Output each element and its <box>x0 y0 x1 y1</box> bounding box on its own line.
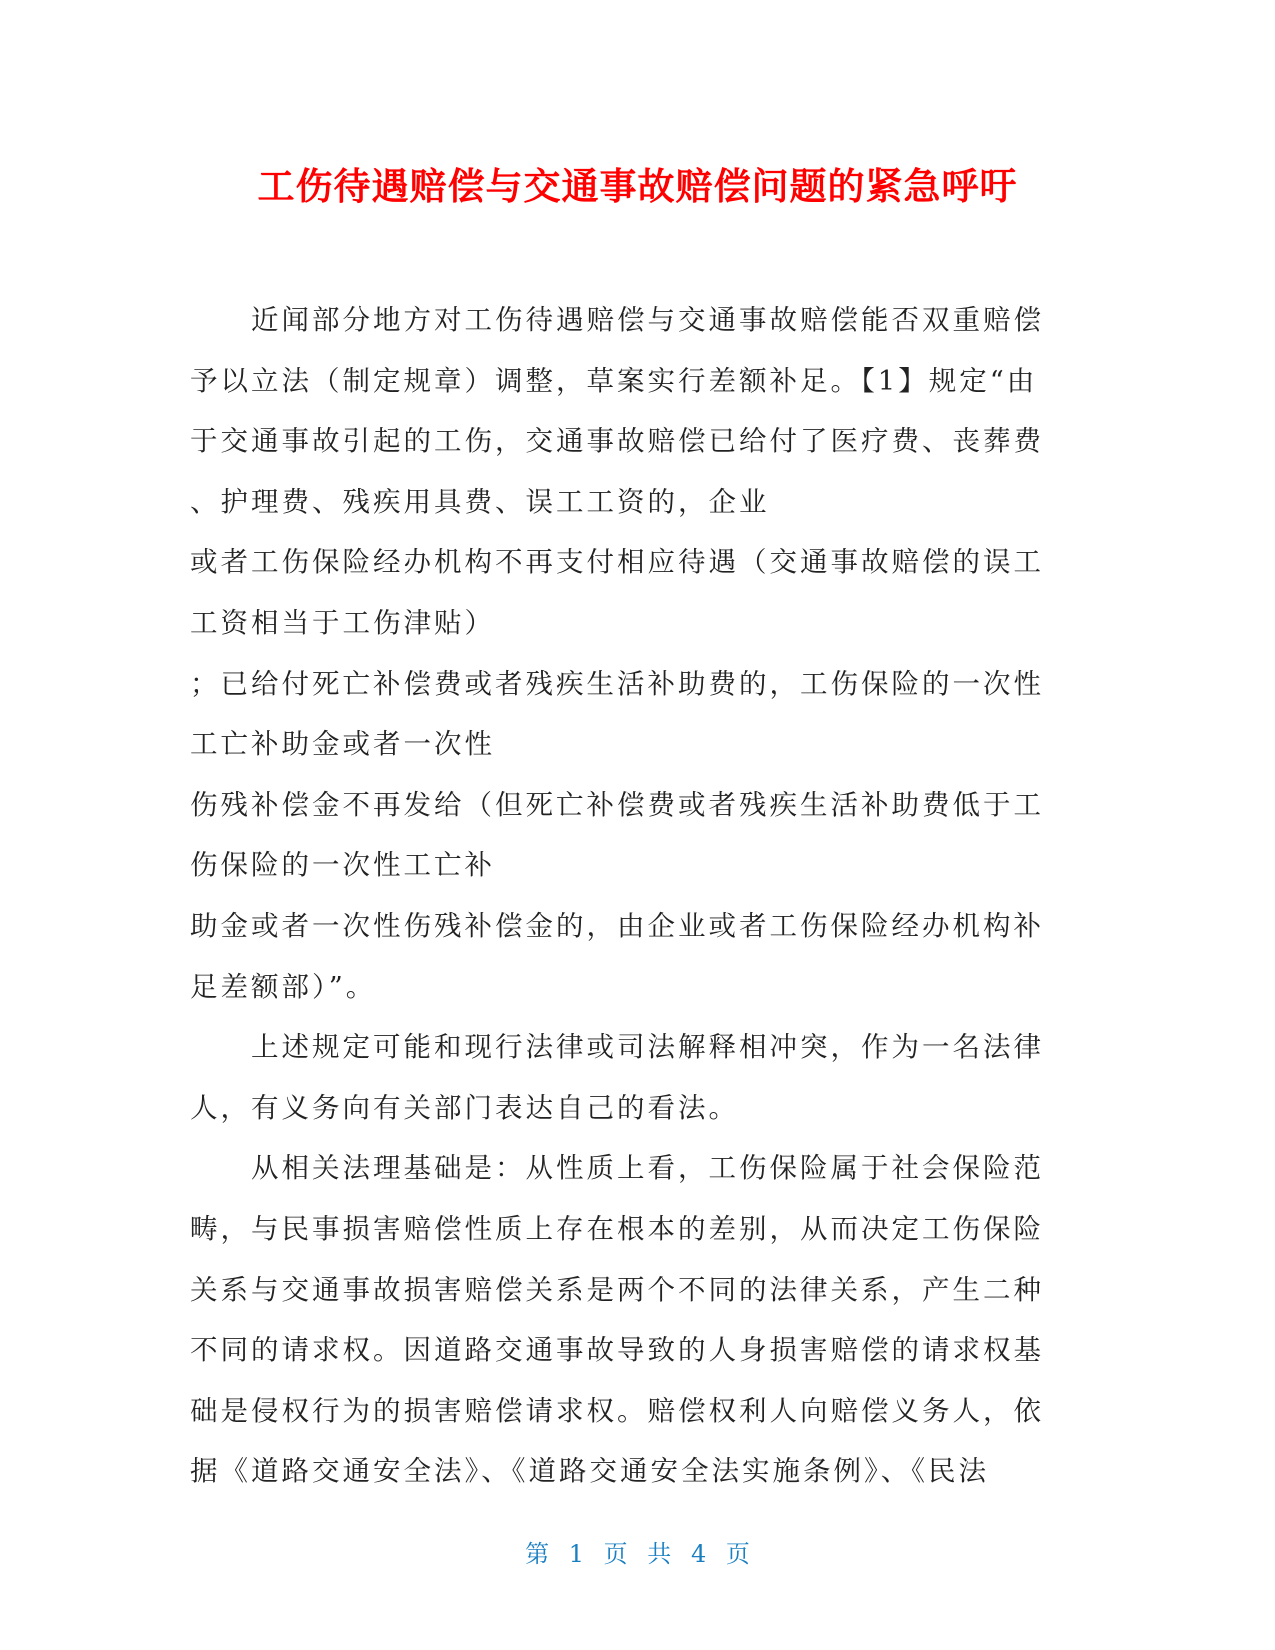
paragraph-line: ；已给付死亡补偿费或者残疾生活补助费的，工伤保险的一次性 <box>190 667 1044 700</box>
paragraph-line: 于交通事故引起的工伤，交通事故赔偿已给付了医疗费、丧葬费 <box>190 425 1044 458</box>
paragraph-line: 不同的请求权。因道路交通事故导致的人身损害赔偿的请求权基 <box>190 1334 1044 1367</box>
paragraph-line: 上述规定可能和现行法律或司法解释相冲突，作为一名法律 <box>251 1031 1044 1064</box>
paragraph-line: 助金或者一次性伤残补偿金的，由企业或者工伤保险经办机构补 <box>190 909 1044 942</box>
paragraph-line: 工亡补助金或者一次性 <box>190 728 495 761</box>
paragraph-line: 从相关法理基础是：从性质上看，工伤保险属于社会保险范 <box>251 1152 1044 1185</box>
paragraph-line: 予以立法（制定规章）调整，草案实行差额补足。【1】规定“由 <box>190 364 1038 397</box>
paragraph-line: 伤残补偿金不再发给（但死亡补偿费或者残疾生活补助费低于工 <box>190 788 1044 821</box>
paragraph-line: 工资相当于工伤津贴） <box>190 606 495 639</box>
paragraph-line: 伤保险的一次性工亡补 <box>190 849 495 882</box>
paragraph-line: 据《道路交通安全法》、《道路交通安全法实施条例》、《民法 <box>190 1455 989 1488</box>
paragraph-line: 畴，与民事损害赔偿性质上存在根本的差别，从而决定工伤保险 <box>190 1212 1044 1245</box>
paragraph-line: 、护理费、残疾用具费、误工工资的，企业 <box>190 485 770 518</box>
document-title: 工伤待遇赔偿与交通事故赔偿问题的紧急呼吁 <box>257 165 1018 208</box>
paragraph-line: 足差额部）”。 <box>190 970 377 1003</box>
page-number-footer: 第 1 页 共 4 页 <box>525 1540 750 1568</box>
paragraph-line: 近闻部分地方对工伤待遇赔偿与交通事故赔偿能否双重赔偿 <box>251 304 1044 336</box>
paragraph-line: 人，有义务向有关部门表达自己的看法。 <box>190 1091 739 1124</box>
paragraph-line: 或者工伤保险经办机构不再支付相应待遇（交通事故赔偿的误工 <box>190 546 1044 579</box>
document-body <box>190 290 1070 1502</box>
paragraph-line: 关系与交通事故损害赔偿关系是两个不同的法律关系，产生二种 <box>190 1273 1044 1306</box>
paragraph-line: 础是侵权行为的损害赔偿请求权。赔偿权利人向赔偿义务人，依 <box>190 1394 1044 1427</box>
